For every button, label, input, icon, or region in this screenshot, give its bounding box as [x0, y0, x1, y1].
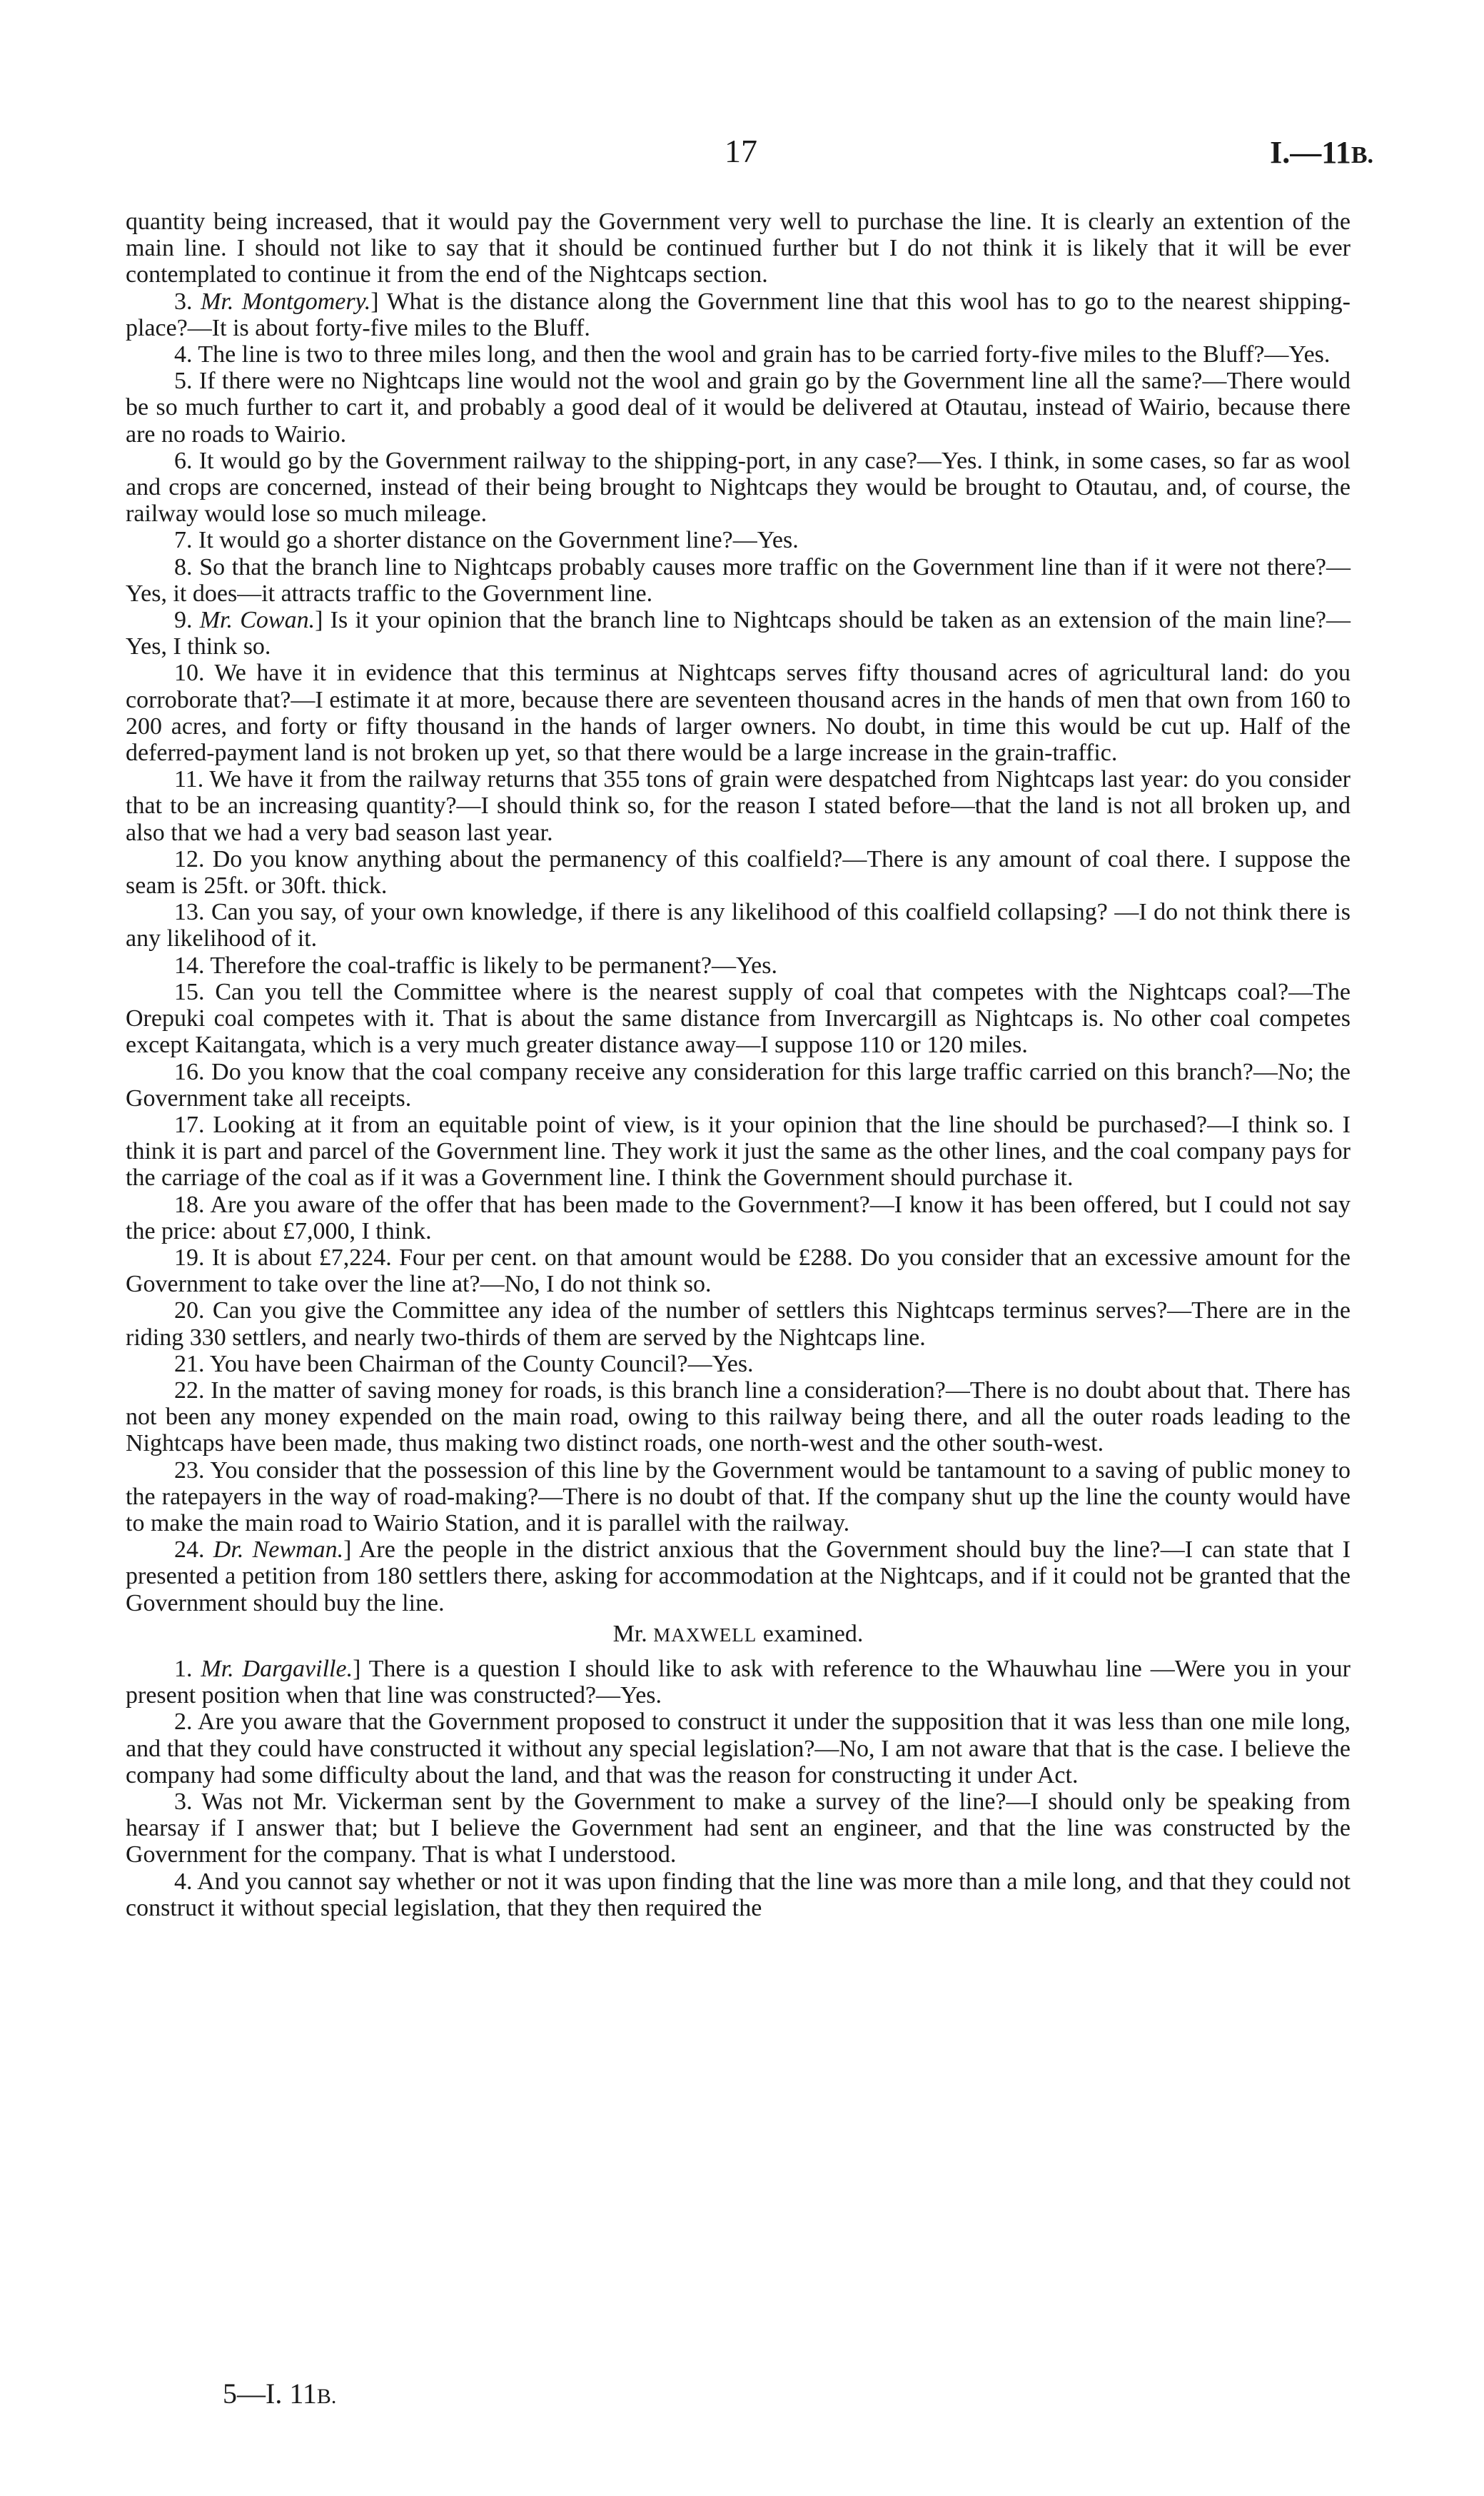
paragraph-text: Do you know anything about the permanency of this coalfield?—There is any amount of coal there. I suppose the seam is 25ft. or 30ft. thick.: [126, 845, 1351, 900]
paragraph-text: The line is two to three miles long, and then the wool and grain has to be carried forty-five miles to the Bluff?—Yes.: [198, 341, 1331, 368]
question-number: 22.: [174, 1377, 211, 1404]
question-number: 18.: [174, 1191, 211, 1218]
paragraph-text: Are you aware of the offer that has been made to the Government?—I know it has been offered, but I could not say the price: about £7,000, I think.: [126, 1191, 1351, 1244]
paragraph-text: If there were no Nightcaps line would not the wool and grain go by the Government line all the same?—There would be so much further to cart it, and probably a good deal of it would be delivered at Otautau, instead of Wairio, because there are no roads to Wairio.: [126, 368, 1351, 448]
body-text: [126, 208, 1351, 1921]
paragraph: [126, 1656, 1351, 1709]
page-number: 17: [725, 133, 757, 169]
paragraph-text: And you cannot say whether or not it was upon finding that the line was more than a mile long, and that they could not construct it without special legislation, that they then required the: [126, 1868, 1351, 1921]
paragraph: [126, 341, 1351, 368]
question-number: 12.: [174, 845, 213, 872]
question-number: 2.: [174, 1709, 198, 1736]
paragraph: [126, 1297, 1351, 1350]
paragraph: [126, 952, 1351, 979]
paragraph: [126, 899, 1351, 952]
paragraph-text: ] What is the distance along the Government line that this wool has to go to the nearest shipping-place?—It is about forty-five miles to the Bluff.: [126, 288, 1351, 341]
paragraph-text: You have been Chairman of the County Council?—Yes.: [209, 1350, 754, 1377]
question-number: 3.: [174, 288, 201, 315]
paragraph: [126, 554, 1351, 607]
paragraph-text: It is about £7,224. Four per cent. on that amount would be £288. Do you consider that an excessive amount for the Government to take over the line at?—No, I do not think so.: [126, 1244, 1351, 1298]
speaker-name: Mr. Dargaville.: [201, 1655, 353, 1682]
paragraph-text: ] Is it your opinion that the branch line to Nightcaps should be taken as an extension of the main line?—Yes, I think so.: [126, 607, 1351, 660]
paragraph-text: quantity being increased, that it would pay the Government very well to purchase the line. It is clearly an extention of the main line. I should not like to say that it should be continued further but I do not think it is likely that it will be ever contemplated to continue it from the end of the Nightcaps section.: [126, 208, 1351, 288]
paragraph-text: Are you aware that the Government proposed to construct it under the supposition that it was less than one mile long, and that they could have constructed it without any special legislation?—No, I am not aware that that is the case. I believe the company had some difficulty about the land, and that was the reason for constructing it under Act.: [126, 1709, 1351, 1788]
paragraph: [126, 448, 1351, 528]
question-number: 13.: [174, 899, 211, 926]
question-number: 11.: [174, 766, 210, 793]
paragraph: [126, 1457, 1351, 1537]
question-number: 23.: [174, 1456, 211, 1484]
question-number: 15.: [174, 978, 216, 1005]
question-number: 19.: [174, 1244, 212, 1271]
paragraph: [126, 1059, 1351, 1112]
question-number: 10.: [174, 660, 215, 687]
paragraph-text: Was not Mr. Vickerman sent by the Government to make a survey of the line?—I should only be speaking from hearsay if I answer that; but I believe the Government had sent an engineer, and that the line was constructed by the Government for the company. That is what I understood.: [126, 1788, 1351, 1868]
footer-signature: [223, 2377, 336, 2410]
question-number: 6.: [174, 447, 199, 474]
paragraph-text: ] Are the people in the district anxious that the Government should buy the line?—I can state that I presented a petition from 180 settlers there, asking for accommodation at the Nightcaps, and if it could not be granted that the Government should buy the line.: [126, 1536, 1351, 1616]
question-number: 17.: [174, 1111, 213, 1138]
section-heading: [126, 1621, 1351, 1649]
heading-name: MAXWELL: [653, 1624, 757, 1646]
paragraph-text: You consider that the possession of this line by the Government would be tantamount to a saving of public money to the ratepayers in the way of road-making?—There is no doubt of that. If the company shut up the line the county would have to make the main road to Wairio Station, and it is parallel with the railway.: [126, 1456, 1351, 1536]
paragraph: [126, 1192, 1351, 1244]
question-number: 1.: [174, 1655, 201, 1682]
paragraph: [126, 607, 1351, 660]
question-number: 9.: [174, 607, 200, 634]
signature-main: 5—I. 11: [223, 2377, 317, 2410]
question-number: 8.: [174, 553, 200, 580]
paragraph-text: Do you know that the coal company receive any consideration for this large traffic carried on this branch?—No; the Government take all receipts.: [126, 1058, 1351, 1112]
paragraph: [126, 1788, 1351, 1868]
document-reference: [1270, 134, 1373, 171]
question-number: 14.: [174, 952, 211, 979]
paragraph: [126, 766, 1351, 846]
heading-prefix: Mr.: [612, 1620, 654, 1647]
paragraph-text: Therefore the coal-traffic is likely to be permanent?—Yes.: [210, 952, 778, 979]
paragraph-text: Can you give the Committee any idea of the number of settlers this Nightcaps terminus serves?—There are in the riding 330 settlers, and nearly two-thirds of them are served by the Nightcaps line.: [126, 1297, 1351, 1351]
paragraph-text: Can you say, of your own knowledge, if there is any likelihood of this coalfield collapsing? —I do not think there is any likelihood of it.: [126, 899, 1351, 952]
heading-suffix: examined.: [757, 1620, 864, 1647]
paragraph: [126, 1112, 1351, 1192]
paragraph: [126, 660, 1351, 766]
paragraph-text: It would go a shorter distance on the Government line?—Yes.: [198, 527, 799, 554]
question-number: 21.: [174, 1350, 210, 1377]
paragraph: [126, 368, 1351, 448]
paragraph-text: We have it from the railway returns that 355 tons of grain were despatched from Nightcaps last year: do you consider that to be an increasing quantity?—I should think so, for the reason I stated before—that the land is not all broken up, and also that we had a very bad season last year.: [126, 766, 1351, 846]
question-number: 16.: [174, 1058, 212, 1085]
paragraph: [126, 1868, 1351, 1921]
paragraph-text: We have it in evidence that this terminus at Nightcaps serves fifty thousand acres of agricultural land: do you corroborate that?—I estimate it at more, because there are seventeen thousand acres in the hands of men that own from 160 to 200 acres, and forty or fifty thousand in the hands of larger owners. No doubt, in time this would be cut up. Half of the deferred-payment land is not broken up yet, so that there would be a large increase in the grain-traffic.: [126, 660, 1351, 767]
paragraph-text: It would go by the Government railway to the shipping-port, in any case?—Yes. I think, in some cases, so far as wool and crops are concerned, instead of their being brought to Nightcaps they would be brought to Otautau, and, of course, the railway would lose so much mileage.: [126, 447, 1351, 528]
question-number: 24.: [174, 1536, 213, 1564]
paragraph: [126, 1377, 1351, 1457]
paragraph-text: In the matter of saving money for roads, is this branch line a consideration?—There is no doubt about that. There has not been any money expended on the main road, owing to this railway being there, and all the outer roads leading to the Nightcaps have been made, thus making two distinct roads, one north-west and the other south-west.: [126, 1377, 1351, 1457]
question-number: 4.: [174, 1868, 198, 1895]
evidence-section-two: [126, 1656, 1351, 1921]
paragraph: [126, 846, 1351, 899]
question-number: 5.: [174, 368, 199, 395]
question-number: 7.: [174, 527, 198, 554]
evidence-section-one: [126, 208, 1351, 1616]
paragraph-text: ] There is a question I should like to ask with reference to the Whauwhau line —Were you in your present position when that line was constructed?—Yes.: [126, 1655, 1351, 1709]
speaker-name: Mr. Montgomery.: [201, 288, 371, 315]
doc-ref-suffix: B.: [1351, 142, 1373, 168]
paragraph: [126, 979, 1351, 1059]
question-number: 20.: [174, 1297, 213, 1324]
question-number: 4.: [174, 341, 198, 368]
paragraph: [126, 1536, 1351, 1616]
paragraph: [126, 1709, 1351, 1788]
paragraph: [126, 1351, 1351, 1377]
paragraph-text: Looking at it from an equitable point of view, is it your opinion that the line should be purchased?—I think so. I think it is part and parcel of the Government line. They work it just the same as the other lines, and the coal company pays for the carriage of the coal as if it was a Government line. I think the Government should purchase it.: [126, 1111, 1351, 1192]
paragraph: [126, 1244, 1351, 1297]
doc-ref-main: I.—11: [1270, 135, 1351, 170]
speaker-name: Dr. Newman.: [213, 1536, 344, 1564]
paragraph: [126, 288, 1351, 341]
speaker-name: Mr. Cowan.: [199, 607, 316, 634]
signature-suffix: B.: [316, 2385, 337, 2408]
question-number: 3.: [174, 1788, 202, 1815]
paragraph-text: Can you tell the Committee where is the nearest supply of coal that competes with the Nightcaps coal?—The Orepuki coal competes with it. That is about the same distance from Invercargill as Nightcaps is. No other coal competes except Kaitangata, which is a very much greater distance away—I suppose 110 or 120 miles.: [126, 978, 1351, 1059]
paragraph: [126, 527, 1351, 553]
paragraph: [126, 208, 1351, 288]
paragraph-text: So that the branch line to Nightcaps probably causes more traffic on the Government line than if it were not there?—Yes, it does—it attracts traffic to the Government line.: [126, 553, 1351, 607]
